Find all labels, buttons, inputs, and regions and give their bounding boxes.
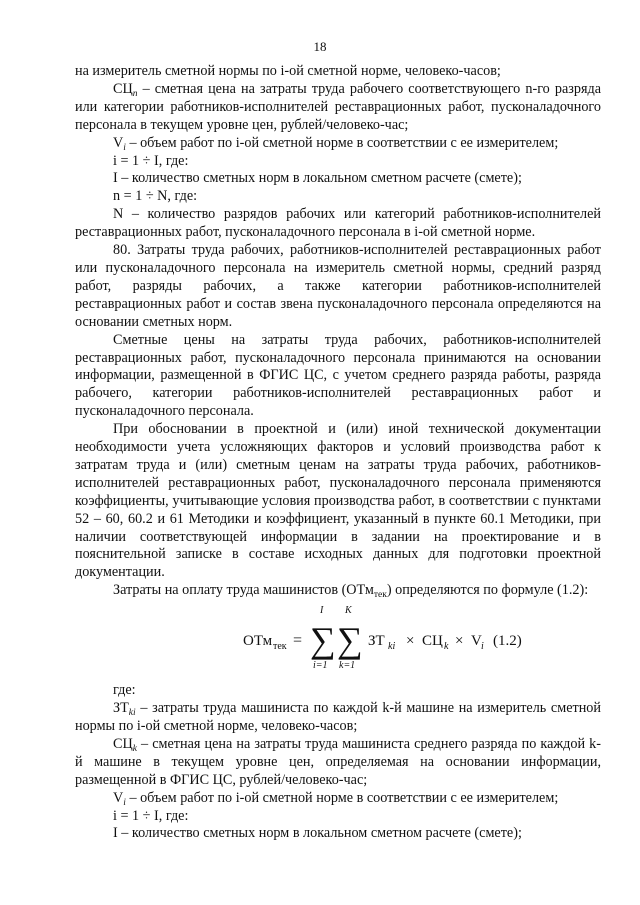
symbol-subscript: k bbox=[132, 743, 137, 754]
paragraph: При обосновании в проектной и (или) иной технической документации необходимости учета усложняющих факторов и условий производства работ к затратам труда и (или) сметным ценам на затраты труда рабочих, работников-исполнителей реставрационных работ, пусконаладочного персонала применяются коэффициенты, учитывающие условия производства работ, в соответствии с пунктами 52 – 60, 60.2 и 61 Методики и коэффициент, указанный в пункте 60.1 Методики, при наличии соответствующей информации в задании на проектирование и в пояснительной записке в составе исходных данных для подготовки проектной документации. bbox=[75, 421, 601, 581]
formula-times-2: × bbox=[455, 633, 464, 650]
sum-i-upper: I bbox=[320, 605, 324, 617]
formula-term-v: V bbox=[471, 633, 482, 650]
formula-times-1: × bbox=[406, 633, 415, 650]
symbol: СЦ bbox=[113, 735, 133, 752]
symbol: V bbox=[113, 789, 124, 806]
paragraph: N – количество разрядов рабочих или категорий работников-исполнителей реставрационных работ, пусконаладочного персонала в i-ой сметной норме. bbox=[75, 206, 601, 241]
symbol-subscript: n bbox=[132, 88, 138, 99]
formula-1-2 bbox=[75, 602, 601, 676]
formula-term-sc-subscript: k bbox=[444, 641, 449, 653]
symbol-subscript: ki bbox=[128, 708, 136, 719]
paragraph: где: bbox=[113, 682, 136, 699]
page-number: 18 bbox=[313, 39, 327, 54]
definition-text: – объем работ по i-ой сметной норме в соответствии с ее измерителем; bbox=[125, 134, 559, 151]
symbol: V bbox=[113, 134, 124, 151]
sum-k-upper: K bbox=[345, 605, 352, 617]
symbol: ЗТ bbox=[113, 700, 129, 717]
formula-term-zt: ЗТ bbox=[368, 633, 385, 650]
definition-vi bbox=[75, 790, 601, 808]
paragraph-80: 80. Затраты труда рабочих, работников-исполнителей реставрационных работ или пусконаладочного персонала на измеритель сметной нормы, средний разряд работ, разряды рабочих, а также категории работников-исполнителей реставрационных работ и состав звена пусконаладочного персонала определяются на основании сметных норм. bbox=[75, 242, 601, 330]
paragraph-formula-intro bbox=[75, 582, 601, 600]
formula-term-v-subscript: i bbox=[481, 641, 484, 653]
intro-text: Затраты на оплату труда машинистов (ОТм bbox=[113, 582, 374, 599]
intro-text-end: ) определяются по формуле (1.2): bbox=[386, 582, 589, 599]
formula-equals: = bbox=[293, 632, 303, 650]
definition-text: – сметная цена на затраты труда рабочего соответствующего n-го разряда или категории работников-исполнителей реставрационных работ, пусконаладочного персонала в текущем уровне цен, рублей/человеко-час; bbox=[75, 80, 601, 133]
definition-scn bbox=[75, 81, 601, 135]
definition-text: – сметная цена на затраты труда машиниста среднего разряда по каждой k-й машине в текущем уровне цен, определяемая на основании информации, размещенной в ФГИС ЦС, рублей/человеко-час; bbox=[75, 735, 601, 788]
paragraph: i = 1 ÷ I, где: bbox=[113, 807, 189, 824]
symbol: СЦ bbox=[113, 80, 133, 97]
sum-i-lower: i=1 bbox=[313, 660, 328, 672]
paragraph: I – количество сметных норм в локальном сметном расчете (смете); bbox=[113, 825, 522, 842]
formula-number: (1.2) bbox=[493, 633, 522, 650]
definition-text: – объем работ по i-ой сметной норме в соответствии с ее измерителем; bbox=[125, 789, 559, 806]
paragraph: n = 1 ÷ N, где: bbox=[113, 188, 198, 205]
formula-lhs-subscript: тек bbox=[273, 641, 287, 653]
definition-text: – затраты труда машиниста по каждой k-й машине на измеритель сметной нормы по i-ой сметной норме, человеко-часов; bbox=[75, 700, 601, 734]
sum-sign-k: ∑ bbox=[337, 620, 363, 661]
paragraph: i = 1 ÷ I, где: bbox=[113, 152, 189, 169]
document-body bbox=[75, 63, 601, 843]
intro-subscript: тек bbox=[373, 590, 387, 601]
paragraph: на измеритель сметной нормы по i-ой сметной норме, человеко-часов; bbox=[75, 63, 501, 79]
formula-term-zt-subscript: ki bbox=[388, 641, 396, 653]
definition-sck bbox=[75, 736, 601, 790]
symbol-subscript: i bbox=[123, 797, 126, 808]
sum-sign-i: ∑ bbox=[310, 620, 336, 661]
formula-lhs: ОТм bbox=[243, 633, 273, 650]
formula-term-sc: СЦ bbox=[422, 633, 443, 650]
sum-k-lower: k=1 bbox=[339, 660, 356, 672]
paragraph: I – количество сметных норм в локальном сметном расчете (смете); bbox=[113, 170, 522, 187]
paragraph: Сметные цены на затраты труда рабочих, работников-исполнителей реставрационных работ, пусконаладочного персонала принимаются на основании информации, размещенной в ФГИС ЦС, с учетом среднего разряда работы, разряда рабочего, категории работников-исполнителей реставрационных работ и пусконаладочного персонала. bbox=[75, 331, 601, 420]
symbol-subscript: i bbox=[123, 142, 126, 153]
definition-zt bbox=[75, 700, 601, 736]
definition-vi bbox=[75, 135, 601, 153]
